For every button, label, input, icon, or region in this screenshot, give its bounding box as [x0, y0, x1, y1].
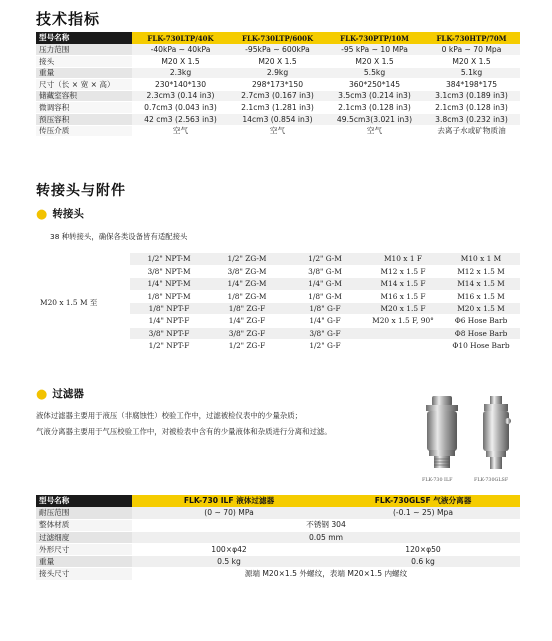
- filter-model-2: FLK-730GLSF 气液分离器: [326, 495, 520, 507]
- spec-cell: 5.5kg: [326, 67, 423, 79]
- spec-cell: 298*173*150: [229, 79, 326, 91]
- spec-cell: 空气: [132, 125, 229, 137]
- spec-cell: M20 X 1.5: [423, 56, 520, 68]
- adapter-cell: M10 x 1 M: [442, 253, 520, 265]
- adapter-cell: 1/8" G-F: [286, 303, 364, 315]
- subsection-title-adapters: [36, 206, 84, 222]
- adapter-cell: 3/8" NPT-F: [130, 327, 208, 339]
- adapter-cell: [364, 327, 442, 339]
- filter-header-label: 型号名称: [36, 495, 132, 507]
- filter-row: [36, 544, 520, 556]
- adapters-subtitle-text: 转接头: [52, 208, 84, 220]
- filter-row-label: 整体材质: [36, 519, 132, 531]
- spec-cell: 去离子水或矿物质油: [423, 125, 520, 137]
- spec-cell: 49.5cm3(3.021 in3): [326, 114, 423, 126]
- adapter-cell: M14 x 1.5 M: [442, 278, 520, 290]
- adapter-cell: M20 x 1.5 M: [442, 303, 520, 315]
- filter-table: [36, 495, 520, 581]
- spec-cell: 42 cm3 (2.563 in3): [132, 114, 229, 126]
- spec-row: [36, 125, 520, 137]
- adapter-cell: 1/8" G-M: [286, 290, 364, 302]
- spec-cell: -40kPa ~ 40kPa: [132, 44, 229, 56]
- adapter-cell: Φ10 Hose Barb: [442, 340, 520, 352]
- bullet-icon: ●: [36, 387, 48, 402]
- spec-cell: M20 X 1.5: [229, 56, 326, 68]
- spec-row: [36, 102, 520, 114]
- filter-cell: (0 ~ 70) MPa: [132, 507, 326, 519]
- spec-cell: M20 X 1.5: [132, 56, 229, 68]
- spec-cell: M20 X 1.5: [326, 56, 423, 68]
- spec-model-4: FLK-730HTP/70M: [423, 32, 520, 44]
- spec-cell: 5.1kg: [423, 67, 520, 79]
- adapter-cell: M20 x 1.5 F: [364, 303, 442, 315]
- adapter-cell: M20 x 1.5 F, 90°: [364, 315, 442, 327]
- spec-row-label: 重量: [36, 67, 132, 79]
- spec-cell: 空气: [326, 125, 423, 137]
- spec-cell: 14cm3 (0.854 in3): [229, 114, 326, 126]
- separator-caption: FLK-730GLSF: [474, 478, 509, 483]
- adapter-cell: 1/2" NPT-M: [130, 253, 208, 265]
- spec-cell: 空气: [229, 125, 326, 137]
- adapter-cell: M12 x 1.5 M: [442, 265, 520, 277]
- spec-table: [36, 32, 520, 137]
- liquid-filter-image: [418, 394, 466, 472]
- spec-cell: 3.1cm3 (0.189 in3): [423, 90, 520, 102]
- spec-cell: 2.7cm3 (0.167 in3): [229, 90, 326, 102]
- spec-cell: 3.5cm3 (0.214 in3): [326, 90, 423, 102]
- filter-cell-span: 不锈钢 304: [132, 519, 520, 531]
- adapter-cell: 3/8" G-M: [286, 265, 364, 277]
- filter-row: [36, 519, 520, 531]
- adapter-cell: 3/8" ZG-M: [208, 265, 286, 277]
- adapter-cell: M12 x 1.5 F: [364, 265, 442, 277]
- adapter-cell: 3/8" ZG-F: [208, 327, 286, 339]
- filter-row: [36, 568, 520, 580]
- spec-row-label: 传压介质: [36, 125, 132, 137]
- filter-row: [36, 531, 520, 543]
- filter-row-label: 接头尺寸: [36, 568, 132, 580]
- filter-cell: 0.5 kg: [132, 556, 326, 568]
- spec-cell: -95 kPa ~ 10 MPa: [326, 44, 423, 56]
- spec-cell: 2.3kg: [132, 67, 229, 79]
- adapter-cell: 1/4" G-M: [286, 278, 364, 290]
- filter-cell: (-0.1 ~ 25) Mpa: [326, 507, 520, 519]
- adapter-row: [36, 253, 520, 265]
- spec-cell: 230*140*130: [132, 79, 229, 91]
- adapter-cell: 1/2" NPT-F: [130, 340, 208, 352]
- spec-cell: 3.8cm3 (0.232 in3): [423, 114, 520, 126]
- filter-cell-span: 源端 M20×1.5 外螺纹，表端 M20×1.5 内螺纹: [132, 568, 520, 580]
- spec-row: [36, 56, 520, 68]
- spec-model-3: FLK-730PTP/10M: [326, 32, 423, 44]
- spec-cell: 384*198*175: [423, 79, 520, 91]
- filter-row: [36, 507, 520, 519]
- adapter-cell: 1/8" NPT-F: [130, 303, 208, 315]
- spec-cell: 2.9kg: [229, 67, 326, 79]
- spec-row: [36, 79, 520, 91]
- adapter-cell: M16 x 1.5 M: [442, 290, 520, 302]
- adapter-cell: 1/4" G-F: [286, 315, 364, 327]
- spec-cell: 0.7cm3 (0.043 in3): [132, 102, 229, 114]
- section-title-spec: 技术指标: [36, 10, 101, 28]
- filter-cell: 0.6 kg: [326, 556, 520, 568]
- liquid-filter-caption: FLK-730 ILF: [422, 478, 453, 483]
- adapter-cell: 1/2" G-M: [286, 253, 364, 265]
- filter-row-label: 过滤细度: [36, 531, 132, 543]
- bullet-icon: ●: [36, 207, 48, 222]
- adapter-cell: M16 x 1.5 F: [364, 290, 442, 302]
- spec-row: [36, 114, 520, 126]
- spec-model-1: FLK-730LTP/40K: [132, 32, 229, 44]
- filter-header-row: [36, 495, 520, 507]
- spec-cell: 2.1cm3 (0.128 in3): [423, 102, 520, 114]
- adapter-table: [36, 253, 520, 353]
- spec-model-2: FLK-730LTP/600K: [229, 32, 326, 44]
- filter-row: [36, 556, 520, 568]
- adapter-cell: M14 x 1.5 F: [364, 278, 442, 290]
- section-title-adapters: 转接头与附件: [36, 183, 126, 199]
- adapter-cell: Φ8 Hose Barb: [442, 327, 520, 339]
- filter-row-label: 耐压范围: [36, 507, 132, 519]
- spec-row-label: 预压容积: [36, 114, 132, 126]
- adapter-cell: M10 x 1 F: [364, 253, 442, 265]
- adapter-cell: 1/4" ZG-M: [208, 278, 286, 290]
- subsection-title-filter: [36, 386, 84, 402]
- spec-cell: -95kPa ~ 600kPa: [229, 44, 326, 56]
- spec-cell: 2.3cm3 (0.14 in3): [132, 90, 229, 102]
- filter-desc-1: 液体过滤器主要用于液压（非腐蚀性）校验工作中，过滤被检仪表中的少量杂质；: [36, 411, 303, 420]
- filter-subtitle-text: 过滤器: [52, 388, 84, 400]
- filter-cell: 100×φ42: [132, 544, 326, 556]
- adapter-cell: 1/8" NPT-M: [130, 290, 208, 302]
- adapter-cell: 3/8" NPT-M: [130, 265, 208, 277]
- adapter-cell: 1/2" ZG-F: [208, 340, 286, 352]
- spec-cell: 0 kPa ~ 70 Mpa: [423, 44, 520, 56]
- spec-row-label: 微调容积: [36, 102, 132, 114]
- spec-row-label: 尺寸（长 × 宽 × 高）: [36, 79, 132, 91]
- spec-row-label: 接头: [36, 56, 132, 68]
- filter-cell-span: 0.05 mm: [132, 531, 520, 543]
- filter-desc-2: 气液分离器主要用于气压校验工作中，对被检表中含有的少量液体和杂质进行分离和过滤。: [36, 427, 332, 436]
- spec-row-label: 储藏室容积: [36, 90, 132, 102]
- spec-row-label: 压力范围: [36, 44, 132, 56]
- spec-row: [36, 44, 520, 56]
- adapter-cell: 1/8" ZG-M: [208, 290, 286, 302]
- adapter-cell: [364, 340, 442, 352]
- adapter-cell: 3/8" G-F: [286, 327, 364, 339]
- filter-row-label: 重量: [36, 556, 132, 568]
- adapter-cell: 1/4" NPT-F: [130, 315, 208, 327]
- filter-model-1: FLK-730 ILF 液体过滤器: [132, 495, 326, 507]
- filter-cell: 120×φ50: [326, 544, 520, 556]
- gas-liquid-separator-image: [478, 396, 514, 472]
- spec-header-row: [36, 32, 520, 44]
- spec-cell: 360*250*145: [326, 79, 423, 91]
- spec-cell: 2.1cm3 (0.128 in3): [326, 102, 423, 114]
- adapters-note: 38 种转接头，确保各类设备皆有适配接头: [50, 232, 188, 241]
- adapter-group-label: M20 x 1.5 M 至: [36, 253, 130, 352]
- spec-row: [36, 90, 520, 102]
- adapter-cell: 1/2" G-F: [286, 340, 364, 352]
- filter-row-label: 外形尺寸: [36, 544, 132, 556]
- adapter-cell: 1/2" ZG-M: [208, 253, 286, 265]
- adapter-cell: 1/4" ZG-F: [208, 315, 286, 327]
- spec-header-label: 型号名称: [36, 32, 132, 44]
- spec-cell: 2.1cm3 (1.281 in3): [229, 102, 326, 114]
- spec-row: [36, 67, 520, 79]
- adapter-cell: 1/8" ZG-F: [208, 303, 286, 315]
- adapter-cell: Φ6 Hose Barb: [442, 315, 520, 327]
- adapter-cell: 1/4" NPT-M: [130, 278, 208, 290]
